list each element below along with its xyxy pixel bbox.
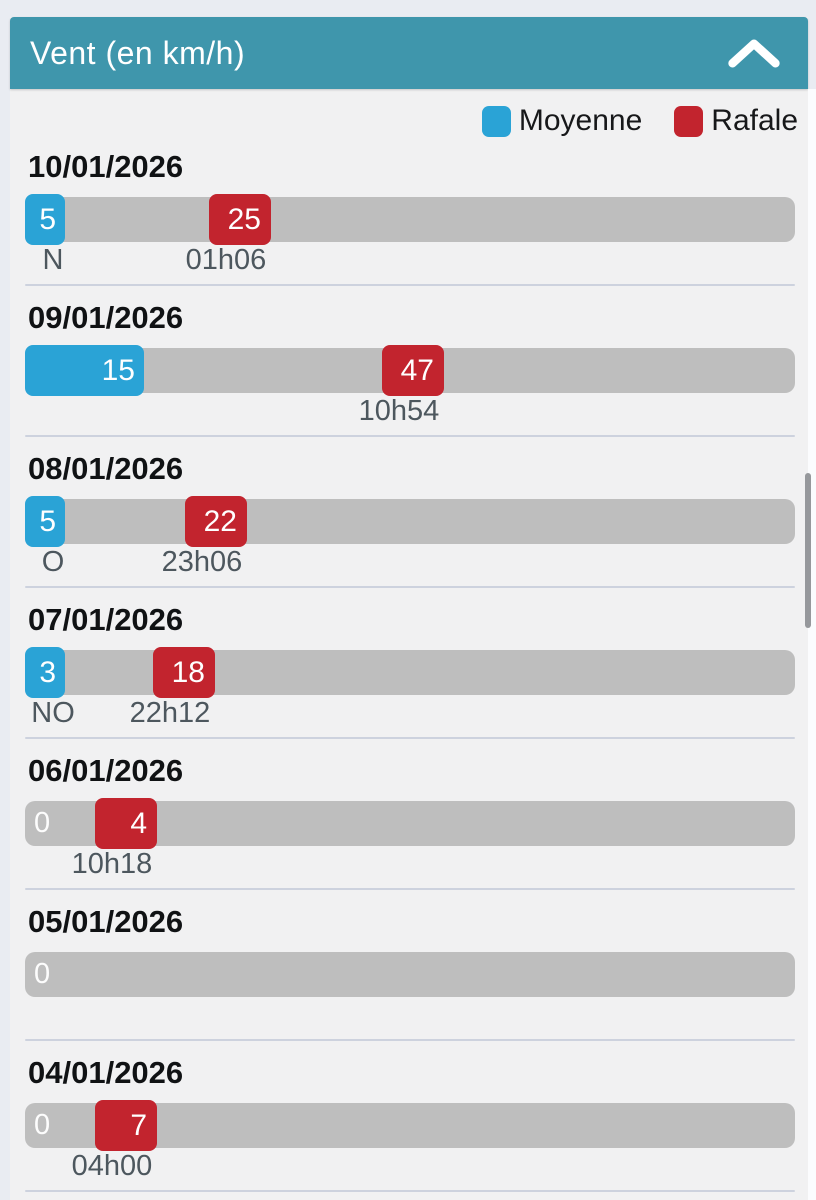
legend-item-rafale <box>674 104 798 138</box>
legend-item-moyenne <box>482 104 642 138</box>
wind-bar <box>25 801 795 846</box>
moyenne-chip: 5 <box>25 496 65 547</box>
rafale-chip: 4 <box>95 798 157 849</box>
rafale-chip: 47 <box>382 345 444 396</box>
moyenne-zero-label: 0 <box>34 1109 51 1141</box>
day-divider <box>25 737 795 739</box>
bar-sublabels <box>25 546 795 576</box>
wind-bar <box>25 952 795 997</box>
moyenne-chip: 3 <box>25 647 65 698</box>
bar-sublabels <box>25 395 795 425</box>
wind-panel <box>10 17 808 1200</box>
chevron-up-icon[interactable] <box>726 36 782 70</box>
day-divider <box>25 1039 795 1041</box>
day-row <box>25 451 795 588</box>
moyenne-chip: 15 <box>25 345 144 396</box>
day-date: 08/01/2026 <box>28 451 184 486</box>
day-row <box>25 602 795 739</box>
legend-label: Rafale <box>711 104 798 137</box>
day-divider <box>25 1190 795 1192</box>
legend-label: Moyenne <box>518 104 643 137</box>
moyenne-zero-label: 0 <box>34 807 51 839</box>
direction-label: N <box>42 244 64 276</box>
rafale-time-label: 10h18 <box>71 848 153 880</box>
wind-bar <box>25 650 795 695</box>
wind-bar <box>25 348 795 393</box>
wind-bar <box>25 499 795 544</box>
day-date: 09/01/2026 <box>28 300 184 335</box>
day-row <box>25 149 795 286</box>
scrollbar-track[interactable] <box>808 89 816 1200</box>
day-row <box>25 1055 795 1192</box>
moyenne-zero-label: 0 <box>34 958 51 990</box>
scrollbar-thumb[interactable] <box>805 473 811 628</box>
day-divider <box>25 586 795 588</box>
moyenne-chip: 5 <box>25 194 65 245</box>
rafale-time-label: 01h06 <box>185 244 267 276</box>
day-date: 06/01/2026 <box>28 753 184 788</box>
section-header-vent[interactable] <box>10 17 808 89</box>
panel-title: Vent (en km/h) <box>30 34 246 71</box>
rafale-time-label: 10h54 <box>358 395 440 427</box>
bar-sublabels <box>25 999 795 1029</box>
rafale-chip: 22 <box>185 496 247 547</box>
day-date: 10/01/2026 <box>28 149 184 184</box>
day-divider <box>25 284 795 286</box>
days-list <box>10 139 808 1192</box>
moyenne-swatch-icon <box>482 106 511 137</box>
day-row <box>25 753 795 890</box>
day-date: 07/01/2026 <box>28 602 184 637</box>
day-date: 04/01/2026 <box>28 1055 184 1090</box>
day-row <box>25 300 795 437</box>
bar-sublabels <box>25 697 795 727</box>
day-divider <box>25 888 795 890</box>
day-date: 05/01/2026 <box>28 904 184 939</box>
rafale-time-label: 22h12 <box>129 697 211 729</box>
rafale-swatch-icon <box>674 106 703 137</box>
bar-sublabels <box>25 1150 795 1180</box>
rafale-time-label: 04h00 <box>71 1150 153 1182</box>
direction-label: O <box>41 546 65 578</box>
day-divider <box>25 435 795 437</box>
bar-sublabels <box>25 848 795 878</box>
rafale-chip: 25 <box>209 194 271 245</box>
direction-label: NO <box>31 697 75 729</box>
rafale-chip: 7 <box>95 1100 157 1151</box>
rafale-time-label: 23h06 <box>161 546 243 578</box>
wind-bar <box>25 1103 795 1148</box>
legend <box>10 103 808 139</box>
day-row <box>25 904 795 1041</box>
bar-sublabels <box>25 244 795 274</box>
rafale-chip: 18 <box>153 647 215 698</box>
wind-bar <box>25 197 795 242</box>
